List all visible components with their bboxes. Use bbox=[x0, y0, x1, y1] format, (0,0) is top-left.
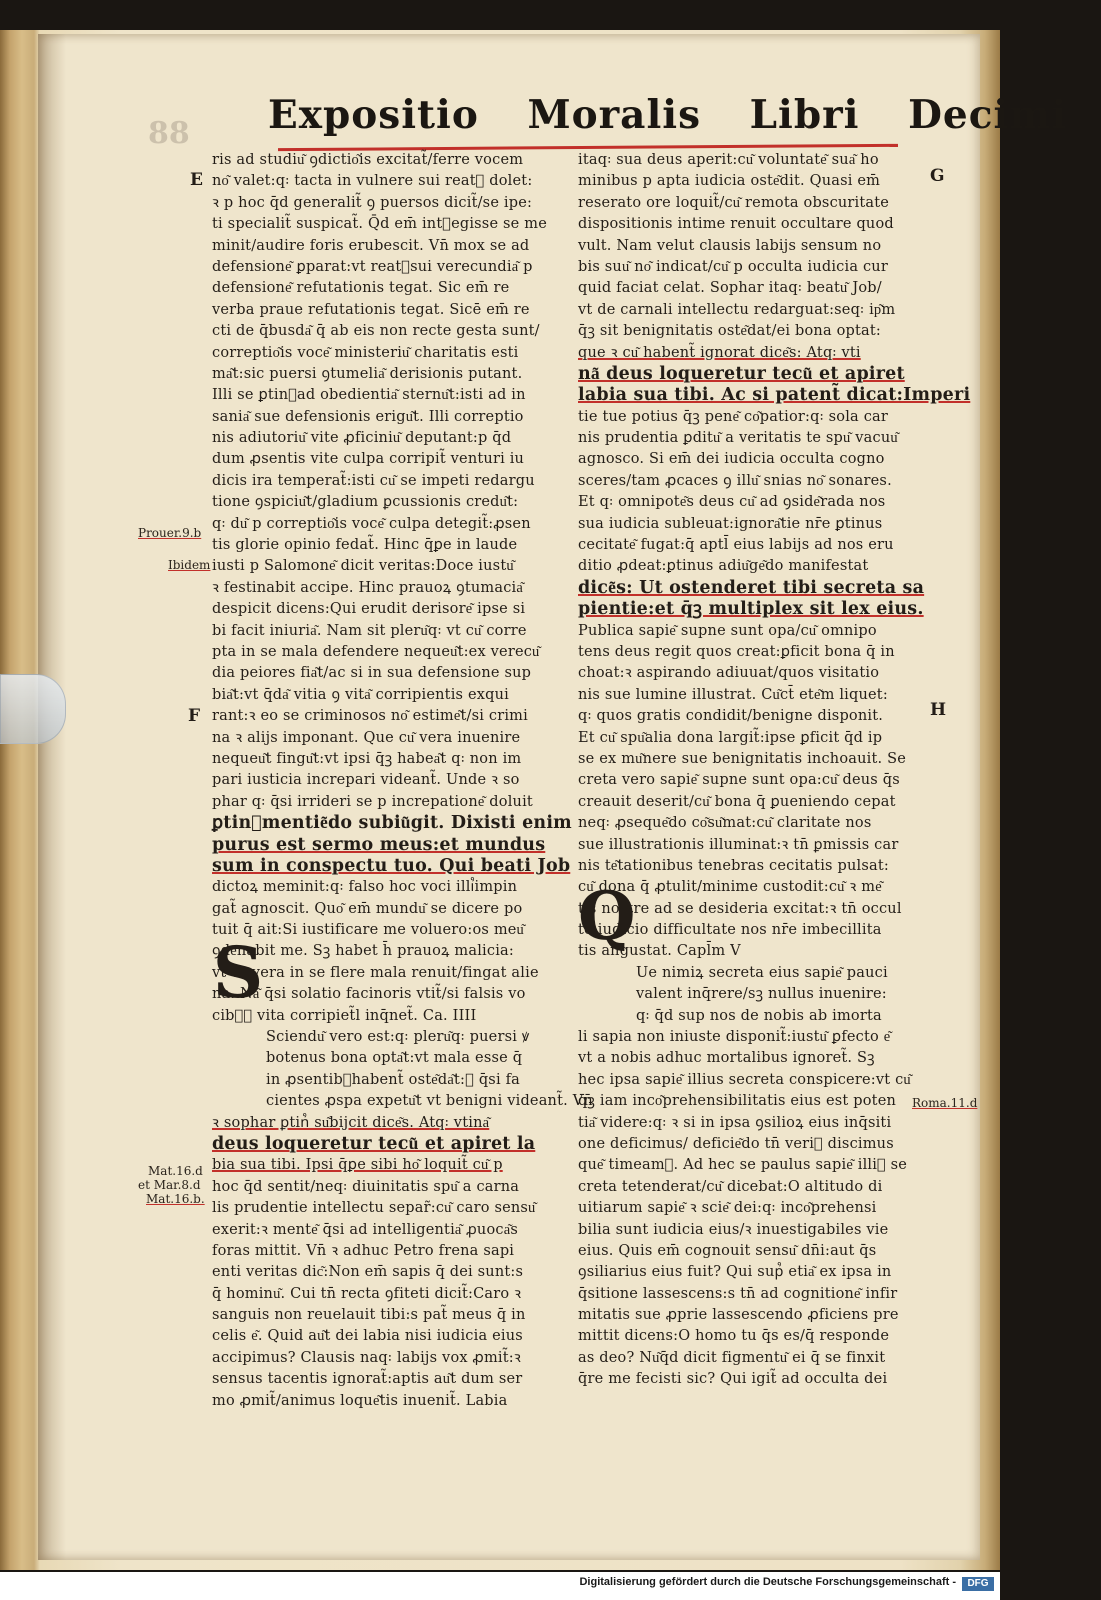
text-line: sania͂ sue defensionis erigu͂t. Illi correptio bbox=[212, 408, 524, 425]
text-line: quid faciat celat. Sophar itaq꞉ beatu͂ Job/ bbox=[578, 280, 882, 297]
text-line: pari iusticia increpari videant̃. Unde ꝛ so bbox=[212, 772, 520, 789]
signature-mark-e: E bbox=[190, 170, 203, 190]
text-line: na͂ deus loqueretur tecu͂ et apiret bbox=[578, 363, 905, 384]
text-line: ꝛ p hoc q̄d generalit̃ ꝯ puersos dicit̃/se ipe: bbox=[212, 194, 533, 211]
text-line: eius. Quis em̄ cognouit sensu͂ dn̄i:aut q̄s bbox=[578, 1242, 877, 1259]
text-line: sceres/tam ꝓcaces ꝯ illu͂ snias no͂ sonares. bbox=[578, 472, 892, 489]
text-line: vult. Nam velut clausis labijs sensum no bbox=[578, 237, 882, 254]
text-line: no͂ valet:q꞉ tacta in vulnere sui reat᷒ dolet: bbox=[212, 173, 533, 190]
text-line: sensus tacentis ignorat̃:aptis au͂t dum ser bbox=[212, 1371, 523, 1388]
text-line: mittit dicens:O homo tu q̄s es/q̄ responde bbox=[578, 1328, 890, 1345]
text-line: dicis ira temperat̃:isti cu͂ se impeti redargu bbox=[212, 472, 535, 489]
page-clip bbox=[0, 674, 66, 744]
text-line: nis te͂tationibus tenebras cecitatis pulsat: bbox=[578, 857, 889, 874]
text-line: q̄ hominu͂. Cui tn̄ recta ꝯfiteti dicit̃:Caro ꝛ bbox=[212, 1285, 522, 1302]
text-line: accipimus? Clausis naq꞉ labijs vox ꝓmit̃:ꝛ bbox=[212, 1349, 521, 1366]
signature-mark-g: G bbox=[930, 166, 945, 186]
text-line: nequeu͂t fingu͂t:vt ipsi q̄ꝫ habea͂t q꞉ non im bbox=[212, 750, 522, 767]
text-line: labia sua tibi. Ac si patent̃ dicat:Imperi bbox=[578, 385, 971, 406]
dfg-logo: DFG bbox=[962, 1577, 994, 1591]
text-line: to iudicio difficultate nos nr̄e imbecillita bbox=[578, 922, 882, 939]
text-line: bis suu͂ no͂ indicat/cu͂ p occulta iudicia cur bbox=[578, 258, 888, 275]
text-line: celis e͂. Quid au͂t dei labia nisi iudicia eius bbox=[212, 1328, 523, 1345]
text-line: purus est sermo meus:et mundus bbox=[212, 834, 546, 855]
text-line: pta in se mala defendere nequeu͂t:ex verecu͂ bbox=[212, 643, 540, 660]
text-line: minit/audire foris erubescit. Vn̄ mox se ad bbox=[212, 237, 530, 254]
text-line: cientes ꝓspa expetu͂t vt benigni videant̃. Vn̄ bbox=[266, 1093, 593, 1110]
text-line: sue illustrationis illuminat:ꝛ tn̄ ꝑmissis car bbox=[578, 836, 899, 853]
text-line: neq꞉ ꝓseque͂do co͂su͂mat:cu͂ claritate nos bbox=[578, 815, 872, 832]
text-line: tione ꝯspiciu͂t/gladium ꝑcussionis credu͂t: bbox=[212, 494, 519, 511]
text-line: q꞉ du͂ p correptio͂is voce͂ culpa detegit̃:ꝓsen bbox=[212, 515, 531, 532]
text-line: creta vero sapie͂ supne sunt opa:cu͂ deus q̄s bbox=[578, 772, 900, 789]
margin-note-mat: Mat.16.d bbox=[148, 1164, 203, 1178]
text-line: vt a nobis adhuc mortalibus ignoret̃. Sꝫ bbox=[578, 1050, 875, 1067]
text-line: sanguis non reuelauit tibi:s pat̃ meus q̄ in bbox=[212, 1307, 526, 1324]
text-line: ꝯsiliarius eius fuit? Qui sup᷒ etia͂ ex ipsa in bbox=[578, 1264, 892, 1281]
text-line: vt cu͂ vera in se flere mala renuit/fingat alie bbox=[212, 964, 539, 981]
text-line: vt de carnali intellectu redarguat:seq꞉ ip͂m bbox=[578, 301, 896, 318]
text-line: cti de q̄busda͂ q̄ ab eis non recte gesta sunt/ bbox=[212, 323, 540, 340]
text-line: cecitate͂ fugat:q̄ aptl̄ eius labijs ad nos eru bbox=[578, 537, 894, 554]
running-head bbox=[268, 92, 1068, 152]
text-line: que ꝛ cu͂ habent̃ ignorat dice͂s: Atq꞉ vti bbox=[578, 344, 861, 361]
margin-note-ibidem: Ibidem bbox=[168, 558, 211, 572]
show-through-folio: 88 bbox=[148, 116, 190, 151]
text-line: se ex mu͂nere sue benignitatis inchoauit. Se bbox=[578, 750, 907, 767]
text-line: ꝑtin᷒mentie͂do subiu͂git. Dixisti enim bbox=[212, 813, 572, 834]
text-line: one deficimus/ deficie͂do tn̄ veri᷒ discimus bbox=[578, 1135, 894, 1152]
text-line: q̄ꝫ sit benignitatis oste͂dat/ei bona optat: bbox=[578, 323, 881, 340]
text-line: ꝯde͂nabit me. Sꝫ habet h̄ prauoꝝ malicia: bbox=[212, 943, 514, 960]
text-line: itaq꞉ sua deus aperit:cu͂ voluntate͂ sua͂ ho bbox=[578, 152, 879, 168]
text-line: defensione͂ ꝑparat:vt reat᷒sui verecundia͂ p bbox=[212, 258, 533, 275]
text-line: tuit q̄ ait:Si iustificare me voluero:os meu͂ bbox=[212, 922, 525, 939]
text-line: Sciendu͂ vero est:q꞉ pleru͂q꞉ puersi ꝟ bbox=[266, 1029, 530, 1046]
text-line: nis prudentia ꝑditu͂ a veritatis te spu͂ vacuu͂ bbox=[578, 430, 898, 447]
text-line: creauit deserit/cu͂ bona q̄ ꝑueniendo cepat bbox=[578, 793, 896, 810]
text-line: Illi se ꝑtin᷒ad obedientia͂ sternu͂t:isti ad in bbox=[212, 387, 526, 404]
text-line: cu͂ dona q̄ ꝓtulit/minime custodit:cu͂ ꝛ me͂ bbox=[578, 879, 882, 896]
text-line: correptio͂is voce͂ ministeriu͂ charitatis esti bbox=[212, 344, 519, 361]
text-line: q꞉ quos gratis condidit/benigne disponit. bbox=[578, 708, 884, 725]
text-line: gat̃ agnoscit. Quo͂ em̄ mundu͂ se dicere po bbox=[212, 900, 523, 917]
text-line: botenus bona opta͂t:vt mala esse q̄ bbox=[266, 1050, 523, 1067]
text-line: sua iudicia subleuat:ignora͂tie nr̄e ꝑtinus bbox=[578, 515, 883, 532]
text-line: cib᷒ꝛ vita corripiet̃l inq̄net̃. Ca. IIII bbox=[212, 1007, 477, 1024]
text-line: tis nostre ad se desideria excitat:ꝛ tn̄ occul bbox=[578, 900, 902, 917]
text-line: li sapia non iniuste disponit̃:iustu͂ ꝑfecto e͂ bbox=[578, 1029, 891, 1046]
text-line: bia͂t:vt q̄da͂ vitia ꝯ vita͂ corripientis exqui bbox=[212, 686, 509, 703]
text-line: hoc q̄d sentit/neq꞉ diuinitatis spu͂ a carna bbox=[212, 1178, 520, 1195]
text-line: enti veritas dic͂:Non em̄ sapis q̄ dei sunt:s bbox=[212, 1264, 524, 1281]
text-line: Publica sapie͂ supne sunt opa/cu͂ omnipo bbox=[578, 622, 877, 639]
text-line: na. Na͂ q̄si solatio facinoris vtit̃/si falsis vo bbox=[212, 986, 526, 1003]
text-line: ris ad studiu͂ ꝯdictio͂is excitat̃/ferre vocem bbox=[212, 152, 524, 168]
text-line: tens deus regit quos creat:ꝑficit bona q̄ in bbox=[578, 643, 895, 660]
running-head-word: Expositio bbox=[268, 92, 479, 138]
running-head-word: Moralis bbox=[527, 92, 702, 138]
text-line: nis adiutoriu͂ vite ꝓficiniu͂ deputant:p q̄d bbox=[212, 430, 512, 447]
margin-note-prouer: Prouer.9.b bbox=[138, 526, 202, 540]
text-line: q̄ꝫ iam inco͂prehensibilitatis eius est poten bbox=[578, 1093, 897, 1110]
text-line: lis prudentie intellectu separ̃:cu͂ caro sensu͂ bbox=[212, 1200, 536, 1217]
text-line: que͂ timeam᷒. Ad hec se paulus sapie͂ illi᷒ se bbox=[578, 1157, 908, 1174]
text-line: despicit dicens:Qui erudit derisore͂ ipse si bbox=[212, 601, 526, 618]
text-line: bilia sunt iudicia eius/ꝛ inuestigabiles vie bbox=[578, 1221, 889, 1238]
text-line: creta tetenderat/cu͂ dicebat:O altitudo di bbox=[578, 1178, 883, 1195]
text-line: q꞉ q̄d sup nos de nobis ab imorta bbox=[636, 1007, 882, 1024]
text-line: dictoꝝ meminit:q꞉ falso hoc voci illi᷒impin bbox=[212, 879, 518, 896]
text-line: tis glorie opinio fedat̃. Hinc q̄ꝑe in laude bbox=[212, 537, 518, 554]
text-line: valent inq̄rere/sꝫ nullus inuenire: bbox=[636, 986, 887, 1003]
text-line: Et cu͂ spu͂alia dona largit̃:ipse ꝑficit q̄d ip bbox=[578, 729, 883, 746]
text-line: choat:ꝛ aspirando adiuuat/quos visitatio bbox=[578, 665, 880, 682]
text-line: bia sua tibi. Ipsi q̄ꝑe sibi ho͂ loquit̃ cu͂ p bbox=[212, 1157, 503, 1174]
text-line: dispositionis intime renuit occultare quod bbox=[578, 216, 894, 233]
text-line: dia peiores fia͂t/ac si in sua defensione sup bbox=[212, 665, 532, 682]
gutter-shadow bbox=[38, 34, 66, 1560]
text-line: mitatis sue ꝓprie lassescendo ꝓficiens pre bbox=[578, 1307, 899, 1324]
text-line: iusti p Salomone͂ dicit veritas:Doce iustu͂ bbox=[212, 558, 514, 575]
text-line: ꝛ sophar ꝑtin᷒ su͂bijcit dice͂s. Atq꞉ vtina͂ bbox=[212, 1114, 490, 1131]
text-line: verba praue refutationis tegat. Sicē em̄ re bbox=[212, 301, 530, 318]
text-line: ma͂t:sic puersi ꝯtumelia͂ derisionis putant. bbox=[212, 365, 523, 382]
text-line: as deo? Nu͂q̄d dicit figmentu͂ ei q̄ se finxit bbox=[578, 1349, 886, 1366]
running-head-word: Libri bbox=[749, 92, 860, 138]
text-line: Ue nimiꝝ secreta eius sapie͂ pauci bbox=[636, 964, 888, 981]
text-line: in ꝓsentib᷒habent̃ oste͂da͂t:ꝛ q̄si fa bbox=[266, 1071, 520, 1088]
text-line: exerit:ꝛ mente͂ q̄si ad intelligentia͂ ꝓuoca͂s bbox=[212, 1221, 518, 1238]
text-line: uitiarum sapie͂ ꝛ scie͂ dei:q꞉ inco͂prehensi bbox=[578, 1200, 877, 1217]
text-line: deus loqueretur tecu͂ et apiret la bbox=[212, 1133, 536, 1154]
text-line: nis sue lumine illustrat. Cu͂ct̄ ete͂m liquet: bbox=[578, 686, 888, 703]
text-line: dum ꝓsentis vite culpa corripit̃ venturi iu bbox=[212, 451, 525, 468]
text-line: minibus p apta iudicia oste͂dit. Quasi em̄ bbox=[578, 173, 881, 190]
text-line: mo ꝓmit̃/animus loque͂tis inuenit̃. Labia bbox=[212, 1392, 508, 1409]
signature-mark-h: H bbox=[930, 700, 947, 720]
text-line: foras mittit. Vn̄ ꝛ adhuc Petro frena sapi bbox=[212, 1242, 515, 1259]
text-line: phar q꞉ q̄si irrideri se p increpatione͂ doluit bbox=[212, 793, 533, 810]
drop-initial-s: S bbox=[212, 931, 264, 1014]
running-head-word: Decimi bbox=[908, 92, 1068, 138]
text-line: tie tue potius q̄ꝫ pene͂ co͂patior:q꞉ sola car bbox=[578, 408, 889, 425]
text-line: ti specialit̃ suspicat̃. Q̄d em̄ int᷒egisse se me bbox=[212, 216, 548, 233]
margin-note-roma: Roma.11.d bbox=[912, 1096, 978, 1110]
text-line: q̄sitione lassescens:s tn̄ ad cognitione͂ infir bbox=[578, 1285, 898, 1302]
text-line: hec ipsa sapie͂ illius secreta conspicere:vt cu͂ bbox=[578, 1071, 911, 1088]
text-line: reserato ore loquit̃/cu͂ remota obscuritate bbox=[578, 194, 890, 211]
text-line: tis angustat. Capl̄m V bbox=[578, 943, 741, 960]
drop-initial-q: Q bbox=[578, 877, 636, 955]
margin-note-mat-b: Mat.16.b. bbox=[146, 1192, 205, 1206]
text-line: tia͂ videre:q꞉ ꝛ si in ipsa ꝯsilioꝝ eius inq̄siti bbox=[578, 1114, 892, 1131]
text-line: q̄re me fecisti sic? Qui igit̃ ad occulta dei bbox=[578, 1371, 888, 1388]
text-line: bi facit iniuria͂. Nam sit pleru͂q꞉ vt cu͂ corre bbox=[212, 622, 527, 639]
text-line: Et q꞉ omnipote͂s deus cu͂ ad ꝯside͂rada nos bbox=[578, 494, 886, 511]
left-text-column bbox=[212, 150, 593, 1412]
text-line: dice͂s: Ut ostenderet tibi secreta sa bbox=[578, 577, 925, 598]
text-line: rant:ꝛ eo se criminosos no͂ estime͂t/si crimi bbox=[212, 708, 528, 725]
text-line: ꝛ festinabit accipe. Hinc prauoꝝ ꝯtumacia͂ bbox=[212, 579, 524, 596]
signature-mark-f: F bbox=[188, 706, 201, 726]
text-line: defensione͂ refutationis tegat. Sic em̄ re bbox=[212, 280, 510, 297]
text-line: ditio ꝓdeat:ꝑtinus adiu͂ge͂do manifestat bbox=[578, 558, 869, 575]
text-line: pientie:et q̄ꝫ multiplex sit lex eius. bbox=[578, 599, 924, 620]
margin-note-mar: et Mar.8.d bbox=[138, 1178, 201, 1192]
text-line: na ꝛ alijs imponant. Que cu͂ vera inuenire bbox=[212, 729, 521, 746]
text-line: sum in conspectu tuo. Qui beati Job bbox=[212, 855, 571, 876]
text-line: agnosco. Si em̄ dei iudicia occulta cogno bbox=[578, 451, 885, 468]
footer-credit: Digitalisierung gefördert durch die Deutsche Forschungsgemeinschaft - bbox=[579, 1576, 956, 1588]
